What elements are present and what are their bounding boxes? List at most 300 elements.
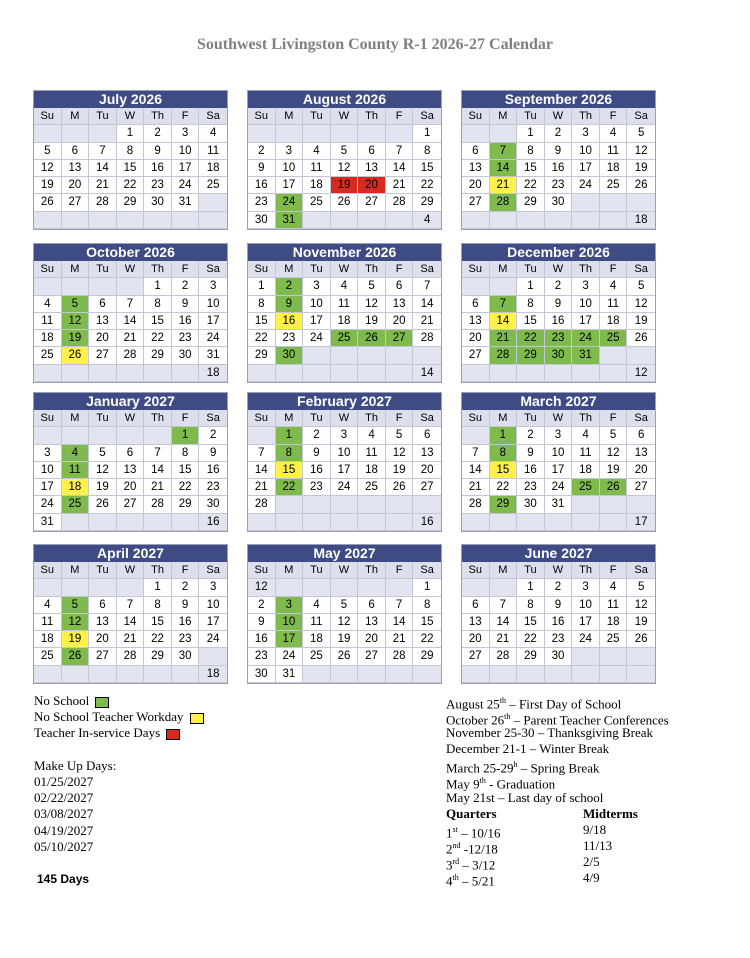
empty-day-cell: [89, 579, 117, 596]
day-cell: 5: [331, 597, 359, 614]
empty-day-cell: [34, 427, 62, 444]
day-cell: 19: [34, 177, 62, 194]
week-row: [248, 143, 441, 160]
day-cell: 8: [517, 143, 545, 160]
week-row: [34, 278, 227, 295]
school-day-count: 14: [413, 365, 441, 382]
day-cell: 31: [545, 496, 573, 513]
day-cell: 13: [89, 614, 117, 631]
day-cell: 10: [572, 296, 600, 313]
day-cell: 3: [199, 579, 227, 596]
weekday-label: Su: [248, 261, 276, 278]
day-cell: 3: [172, 125, 200, 142]
makeup-day: 02/22/2027: [34, 790, 94, 806]
day-cell: 8: [276, 445, 304, 462]
day-cell: 4: [199, 125, 227, 142]
day-cell: 29: [413, 648, 441, 665]
day-cell: 4: [62, 445, 90, 462]
empty-day-cell: [117, 365, 145, 382]
legend-inservice-label: Teacher In-service Days: [34, 725, 161, 741]
day-cell: 25: [62, 496, 90, 513]
weekday-label: M: [62, 261, 90, 278]
empty-day-cell: [331, 212, 359, 229]
empty-day-cell: [600, 365, 628, 382]
day-cell: 18: [303, 177, 331, 194]
empty-day-cell: [172, 212, 200, 229]
week-row: [34, 313, 227, 330]
day-cell: 4: [331, 278, 359, 295]
day-cell: 5: [627, 579, 655, 596]
empty-day-cell: [358, 496, 386, 513]
day-cell: 19: [62, 631, 90, 648]
day-cell: 12: [386, 445, 414, 462]
day-cell: 2: [545, 125, 573, 142]
weekday-label: M: [276, 261, 304, 278]
day-cell: 12: [62, 614, 90, 631]
day-cell: 7: [117, 296, 145, 313]
day-cell: 22: [276, 479, 304, 496]
day-cell: 20: [462, 330, 490, 347]
week-row: [248, 597, 441, 614]
day-cell: 30: [248, 666, 276, 683]
day-cell: 6: [386, 278, 414, 295]
empty-day-cell: [117, 427, 145, 444]
day-cell: 21: [490, 177, 518, 194]
day-cell: 20: [413, 462, 441, 479]
day-cell: 13: [462, 313, 490, 330]
weekday-label: W: [545, 261, 573, 278]
weekday-label: Th: [144, 108, 172, 125]
day-cell: 9: [248, 160, 276, 177]
month-calendar: [247, 90, 442, 230]
day-cell: 30: [144, 194, 172, 211]
day-cell: 15: [117, 160, 145, 177]
weekday-label: M: [276, 410, 304, 427]
day-cell: 5: [62, 597, 90, 614]
school-day-count: 12: [627, 365, 655, 382]
empty-day-cell: [490, 514, 518, 531]
day-cell: 13: [627, 445, 655, 462]
midterms-heading: Midterms: [583, 805, 638, 821]
day-cell: 29: [144, 648, 172, 665]
day-cell: 29: [172, 496, 200, 513]
day-cell: 15: [517, 614, 545, 631]
weekday-label: Sa: [413, 108, 441, 125]
day-cell: 12: [627, 296, 655, 313]
day-cell: 28: [490, 648, 518, 665]
day-cell: 26: [62, 347, 90, 364]
weekday-label: Tu: [303, 108, 331, 125]
empty-day-cell: [62, 365, 90, 382]
yellow-swatch-icon: [190, 713, 204, 724]
month-calendar: [33, 392, 228, 532]
weekday-label: F: [172, 108, 200, 125]
empty-day-cell: [144, 427, 172, 444]
empty-day-cell: [248, 365, 276, 382]
week-row: [34, 427, 227, 444]
school-day-count: 12: [248, 579, 276, 596]
empty-day-cell: [386, 579, 414, 596]
month-title: May 2027: [248, 545, 441, 562]
day-cell: 27: [462, 648, 490, 665]
week-row: [248, 648, 441, 665]
empty-day-cell: [62, 579, 90, 596]
day-cell: 20: [462, 177, 490, 194]
day-cell: 13: [89, 313, 117, 330]
day-cell: 23: [545, 330, 573, 347]
day-cell: 13: [462, 614, 490, 631]
day-cell: 5: [386, 427, 414, 444]
day-cell: 26: [331, 648, 359, 665]
empty-day-cell: [303, 514, 331, 531]
week-row: [248, 579, 441, 596]
weekday-label: Th: [572, 108, 600, 125]
day-cell: 5: [627, 125, 655, 142]
day-cell: 18: [34, 330, 62, 347]
empty-day-cell: [117, 666, 145, 683]
empty-day-cell: [34, 365, 62, 382]
day-cell: 9: [545, 143, 573, 160]
day-cell: 12: [331, 160, 359, 177]
day-cell: 8: [172, 445, 200, 462]
day-cell: 11: [572, 445, 600, 462]
day-cell: 22: [248, 330, 276, 347]
empty-day-cell: [199, 194, 227, 211]
week-row: [248, 614, 441, 631]
empty-day-cell: [462, 212, 490, 229]
day-cell: 3: [303, 278, 331, 295]
empty-day-cell: [248, 514, 276, 531]
weekday-label: Tu: [89, 410, 117, 427]
week-row: [248, 278, 441, 295]
day-cell: 2: [545, 278, 573, 295]
empty-day-cell: [545, 514, 573, 531]
day-cell: 18: [600, 614, 628, 631]
day-cell: 9: [276, 296, 304, 313]
day-cell: 30: [172, 648, 200, 665]
day-cell: 8: [517, 597, 545, 614]
empty-day-cell: [303, 496, 331, 513]
empty-day-cell: [358, 212, 386, 229]
day-cell: 27: [627, 479, 655, 496]
month-calendar: [247, 544, 442, 684]
day-cell: 1: [144, 278, 172, 295]
weekday-label: W: [545, 108, 573, 125]
month-calendar: [33, 243, 228, 383]
week-row: [34, 194, 227, 211]
day-cell: 18: [34, 631, 62, 648]
week-row: [462, 648, 655, 665]
empty-day-cell: [34, 666, 62, 683]
week-row: [34, 614, 227, 631]
day-cell: 14: [490, 313, 518, 330]
day-cell: 15: [172, 462, 200, 479]
day-cell: 4: [34, 597, 62, 614]
day-cell: 7: [490, 296, 518, 313]
day-cell: 20: [358, 631, 386, 648]
day-cell: 12: [627, 143, 655, 160]
day-cell: 29: [248, 347, 276, 364]
month-calendar: [247, 243, 442, 383]
day-cell: 25: [199, 177, 227, 194]
empty-day-cell: [600, 496, 628, 513]
empty-day-cell: [462, 579, 490, 596]
weekday-label: Sa: [627, 562, 655, 579]
month-calendar: [33, 90, 228, 230]
weekday-label: M: [490, 108, 518, 125]
day-cell: 18: [600, 313, 628, 330]
empty-day-cell: [490, 212, 518, 229]
weekday-label: F: [600, 108, 628, 125]
empty-day-cell: [276, 579, 304, 596]
week-row: [34, 514, 227, 531]
empty-day-cell: [117, 514, 145, 531]
day-cell: 27: [358, 648, 386, 665]
day-cell: 17: [276, 177, 304, 194]
school-day-count: 18: [199, 365, 227, 382]
weekday-label: F: [600, 562, 628, 579]
day-cell: 4: [34, 296, 62, 313]
day-cell: 10: [276, 160, 304, 177]
week-row: [34, 160, 227, 177]
empty-day-cell: [303, 365, 331, 382]
day-cell: 27: [413, 479, 441, 496]
day-cell: 1: [490, 427, 518, 444]
day-cell: 1: [248, 278, 276, 295]
day-cell: 25: [34, 648, 62, 665]
day-cell: 16: [144, 160, 172, 177]
week-row: [248, 313, 441, 330]
event-conferences: October 26th – Parent Teacher Conferences: [446, 712, 669, 728]
day-cell: 13: [413, 445, 441, 462]
week-row: [462, 445, 655, 462]
day-cell: 3: [276, 597, 304, 614]
day-cell: 10: [572, 597, 600, 614]
week-row: [462, 496, 655, 513]
empty-day-cell: [490, 666, 518, 683]
day-cell: 20: [62, 177, 90, 194]
day-cell: 10: [545, 445, 573, 462]
weekday-label: F: [386, 261, 414, 278]
empty-day-cell: [34, 125, 62, 142]
empty-day-cell: [413, 666, 441, 683]
day-cell: 26: [627, 631, 655, 648]
day-cell: 22: [172, 479, 200, 496]
week-row: [34, 631, 227, 648]
empty-day-cell: [331, 125, 359, 142]
day-cell: 7: [490, 143, 518, 160]
week-row: [34, 365, 227, 382]
empty-day-cell: [34, 278, 62, 295]
empty-day-cell: [331, 496, 359, 513]
day-cell: 2: [199, 427, 227, 444]
week-row: [462, 514, 655, 531]
day-cell: 4: [600, 278, 628, 295]
month-title: January 2027: [34, 393, 227, 410]
empty-day-cell: [413, 347, 441, 364]
weekday-label: Th: [358, 410, 386, 427]
day-cell: 16: [517, 462, 545, 479]
day-cell: 15: [276, 462, 304, 479]
day-cell: 6: [117, 445, 145, 462]
empty-day-cell: [517, 666, 545, 683]
weekday-label: Tu: [303, 562, 331, 579]
weekday-header: [248, 108, 441, 125]
weekday-label: Th: [358, 261, 386, 278]
day-cell: 26: [627, 177, 655, 194]
empty-day-cell: [276, 365, 304, 382]
weekday-label: Sa: [627, 108, 655, 125]
empty-day-cell: [517, 212, 545, 229]
makeup-day: 03/08/2027: [34, 806, 94, 822]
day-cell: 6: [358, 143, 386, 160]
day-cell: 5: [331, 143, 359, 160]
day-cell: 24: [545, 479, 573, 496]
day-cell: 1: [517, 579, 545, 596]
day-cell: 24: [276, 648, 304, 665]
day-cell: 10: [276, 614, 304, 631]
week-row: [248, 194, 441, 211]
day-cell: 5: [600, 427, 628, 444]
day-cell: 18: [62, 479, 90, 496]
day-cell: 28: [413, 330, 441, 347]
day-cell: 23: [248, 648, 276, 665]
day-cell: 4: [303, 143, 331, 160]
red-swatch-icon: [166, 729, 180, 740]
day-cell: 7: [490, 597, 518, 614]
empty-day-cell: [172, 666, 200, 683]
day-cell: 24: [572, 330, 600, 347]
school-day-count: 18: [199, 666, 227, 683]
empty-day-cell: [600, 666, 628, 683]
makeup-day: 05/10/2027: [34, 838, 94, 854]
day-cell: 9: [248, 614, 276, 631]
empty-day-cell: [276, 496, 304, 513]
day-cell: 10: [199, 296, 227, 313]
day-cell: 30: [517, 496, 545, 513]
weekday-label: Tu: [303, 410, 331, 427]
day-cell: 17: [172, 160, 200, 177]
day-cell: 26: [600, 479, 628, 496]
weekday-label: W: [331, 562, 359, 579]
day-cell: 1: [517, 125, 545, 142]
day-cell: 14: [117, 313, 145, 330]
event-graduation: May 9th - Graduation: [446, 776, 556, 792]
month-calendar: [461, 392, 656, 532]
day-cell: 18: [358, 462, 386, 479]
day-cell: 18: [331, 313, 359, 330]
empty-day-cell: [358, 514, 386, 531]
day-cell: 2: [303, 427, 331, 444]
day-cell: 9: [303, 445, 331, 462]
day-cell: 19: [331, 631, 359, 648]
empty-day-cell: [303, 212, 331, 229]
empty-day-cell: [627, 496, 655, 513]
week-row: [248, 631, 441, 648]
week-row: [34, 330, 227, 347]
day-cell: 15: [517, 160, 545, 177]
day-cell: 28: [117, 648, 145, 665]
day-cell: 8: [117, 143, 145, 160]
day-cell: 8: [144, 597, 172, 614]
empty-day-cell: [34, 212, 62, 229]
day-cell: 18: [303, 631, 331, 648]
day-cell: 4: [600, 125, 628, 142]
empty-day-cell: [627, 666, 655, 683]
empty-day-cell: [331, 365, 359, 382]
day-cell: 28: [89, 194, 117, 211]
day-cell: 16: [303, 462, 331, 479]
day-cell: 16: [248, 631, 276, 648]
quarter-row: 2nd -12/18 11/13: [446, 837, 613, 857]
week-row: [248, 462, 441, 479]
weekday-label: F: [172, 410, 200, 427]
day-cell: 21: [386, 177, 414, 194]
day-cell: 25: [358, 479, 386, 496]
day-cell: 19: [600, 462, 628, 479]
day-cell: 24: [331, 479, 359, 496]
legend-teacher-workday-label: No School Teacher Workday: [34, 709, 184, 725]
day-cell: 24: [572, 631, 600, 648]
weekday-label: Th: [572, 562, 600, 579]
month-title: December 2026: [462, 244, 655, 261]
empty-day-cell: [358, 125, 386, 142]
day-cell: 6: [89, 296, 117, 313]
week-row: [248, 296, 441, 313]
day-cell: 25: [600, 330, 628, 347]
day-cell: 17: [276, 631, 304, 648]
day-cell: 26: [89, 496, 117, 513]
day-cell: 27: [386, 330, 414, 347]
day-cell: 13: [462, 160, 490, 177]
day-cell: 8: [517, 296, 545, 313]
day-cell: 20: [89, 631, 117, 648]
day-cell: 5: [62, 296, 90, 313]
makeup-day: 04/19/2027: [34, 822, 94, 838]
day-cell: 21: [490, 631, 518, 648]
day-cell: 9: [545, 296, 573, 313]
event-first-day: August 25th – First Day of School: [446, 696, 622, 712]
day-cell: 8: [413, 597, 441, 614]
day-cell: 30: [545, 347, 573, 364]
weekday-label: F: [386, 108, 414, 125]
day-cell: 9: [172, 597, 200, 614]
day-cell: 22: [413, 177, 441, 194]
empty-day-cell: [600, 347, 628, 364]
empty-day-cell: [386, 365, 414, 382]
day-cell: 27: [358, 194, 386, 211]
empty-day-cell: [490, 278, 518, 295]
day-cell: 11: [34, 313, 62, 330]
week-row: [248, 125, 441, 142]
week-row: [462, 296, 655, 313]
day-cell: 15: [144, 614, 172, 631]
day-cell: 23: [303, 479, 331, 496]
empty-day-cell: [303, 347, 331, 364]
week-row: [462, 125, 655, 142]
empty-day-cell: [276, 125, 304, 142]
day-cell: 4: [358, 427, 386, 444]
day-cell: 12: [600, 445, 628, 462]
weekday-label: Sa: [627, 410, 655, 427]
day-cell: 25: [303, 194, 331, 211]
weekday-label: M: [490, 410, 518, 427]
day-cell: 10: [172, 143, 200, 160]
week-row: [462, 347, 655, 364]
day-cell: 20: [358, 177, 386, 194]
empty-day-cell: [572, 496, 600, 513]
weekday-label: F: [172, 261, 200, 278]
